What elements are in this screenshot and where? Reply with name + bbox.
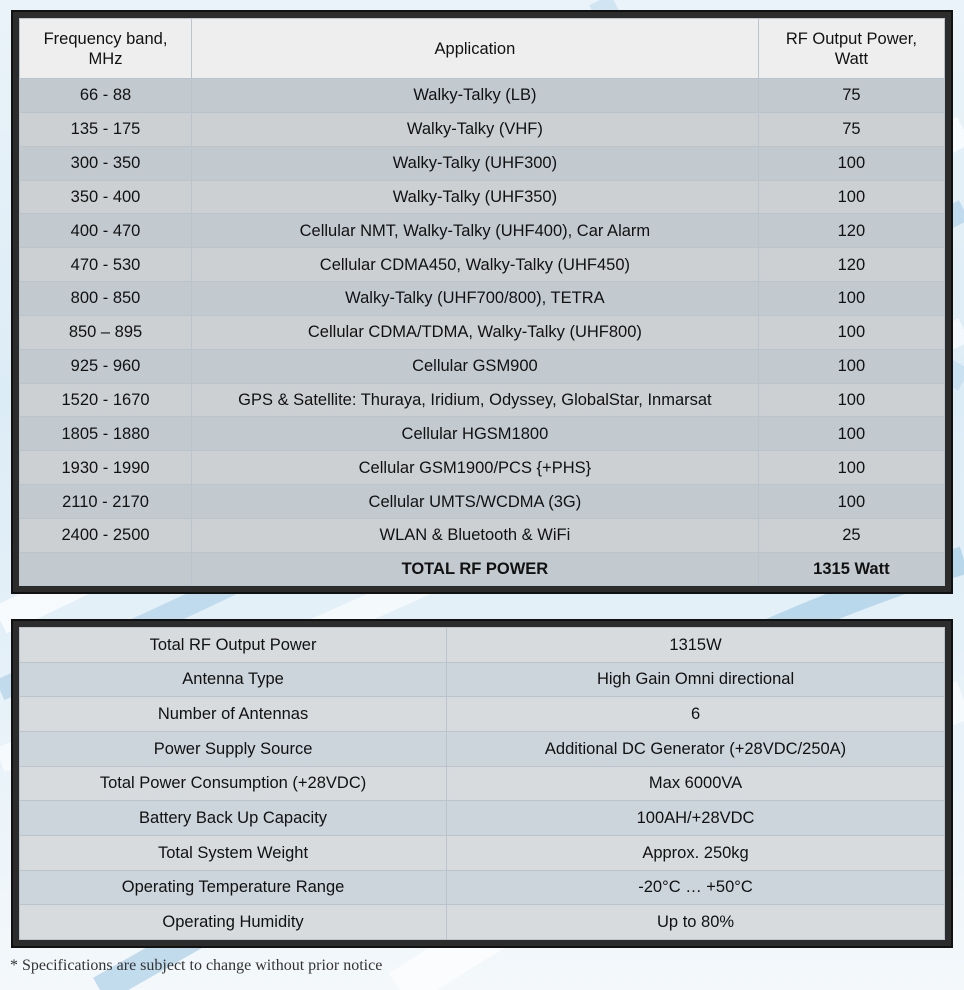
- header-frequency-band: [20, 19, 192, 79]
- cell-power: 100: [758, 383, 944, 417]
- cell-power: 25: [758, 518, 944, 552]
- cell-application: Walky-Talky (VHF): [192, 112, 759, 146]
- cell-application: Walky-Talky (UHF300): [192, 146, 759, 180]
- cell-power: 100: [758, 315, 944, 349]
- spec-label: Battery Back Up Capacity: [20, 801, 447, 836]
- header-line: RF Output Power,: [785, 29, 917, 48]
- header-line: MHz: [88, 49, 123, 68]
- spec-label: Total System Weight: [20, 835, 447, 870]
- table-row: [20, 146, 945, 180]
- total-empty-cell: [20, 553, 192, 586]
- cell-power: 120: [758, 214, 944, 248]
- spec-value: 100AH/+28VDC: [447, 801, 945, 836]
- cell-band: 300 - 350: [20, 146, 192, 180]
- total-label: TOTAL RF POWER: [192, 553, 759, 586]
- cell-band: 66 - 88: [20, 79, 192, 113]
- cell-band: 2110 - 2170: [20, 485, 192, 519]
- spec-table-panel: [13, 621, 951, 946]
- spec-row: [20, 870, 945, 905]
- table-row: [20, 417, 945, 451]
- table-row: [20, 349, 945, 383]
- cell-power: 100: [758, 282, 944, 316]
- spec-value: Up to 80%: [447, 905, 945, 940]
- cell-application: GPS & Satellite: Thuraya, Iridium, Odyssey, GlobalStar, Inmarsat: [192, 383, 759, 417]
- table-row: [20, 180, 945, 214]
- table-row: [20, 518, 945, 552]
- header-line: Frequency band,: [43, 29, 168, 48]
- table-header-row: [20, 19, 945, 79]
- spec-row: [20, 662, 945, 697]
- cell-band: 400 - 470: [20, 214, 192, 248]
- cell-application: Walky-Talky (LB): [192, 79, 759, 113]
- cell-band: 800 - 850: [20, 282, 192, 316]
- cell-band: 2400 - 2500: [20, 518, 192, 552]
- cell-application: Cellular GSM900: [192, 349, 759, 383]
- spec-label: Antenna Type: [20, 662, 447, 697]
- table-row: [20, 79, 945, 113]
- cell-application: Cellular NMT, Walky-Talky (UHF400), Car Alarm: [192, 214, 759, 248]
- spec-label: Operating Temperature Range: [20, 870, 447, 905]
- table-row: [20, 112, 945, 146]
- table-row: [20, 248, 945, 282]
- spec-label: Number of Antennas: [20, 697, 447, 732]
- spec-row: [20, 905, 945, 940]
- cell-power: 75: [758, 112, 944, 146]
- total-row: [20, 553, 945, 586]
- table-row: [20, 485, 945, 519]
- spec-value: Max 6000VA: [447, 766, 945, 801]
- spec-row: [20, 835, 945, 870]
- cell-application: Cellular HGSM1800: [192, 417, 759, 451]
- footnote: * Specifications are subject to change without prior notice: [10, 957, 383, 974]
- cell-application: Cellular CDMA/TDMA, Walky-Talky (UHF800): [192, 315, 759, 349]
- frequency-table: [19, 18, 945, 586]
- spec-value: Additional DC Generator (+28VDC/250A): [447, 731, 945, 766]
- cell-band: 925 - 960: [20, 349, 192, 383]
- table-row: [20, 315, 945, 349]
- spec-value: -20°C … +50°C: [447, 870, 945, 905]
- spec-value: High Gain Omni directional: [447, 662, 945, 697]
- spec-value: 6: [447, 697, 945, 732]
- cell-band: 1520 - 1670: [20, 383, 192, 417]
- cell-band: 1805 - 1880: [20, 417, 192, 451]
- spec-label: Total RF Output Power: [20, 628, 447, 663]
- cell-power: 100: [758, 146, 944, 180]
- spec-row: [20, 628, 945, 663]
- frequency-table-panel: [13, 12, 951, 592]
- header-rf-output-power: [758, 19, 944, 79]
- spec-value: Approx. 250kg: [447, 835, 945, 870]
- cell-power: 100: [758, 451, 944, 485]
- cell-power: 75: [758, 79, 944, 113]
- cell-band: 1930 - 1990: [20, 451, 192, 485]
- total-value: 1315 Watt: [758, 553, 944, 586]
- spec-row: [20, 801, 945, 836]
- cell-application: Cellular CDMA450, Walky-Talky (UHF450): [192, 248, 759, 282]
- cell-band: 470 - 530: [20, 248, 192, 282]
- spec-row: [20, 731, 945, 766]
- table-row: [20, 282, 945, 316]
- cell-band: 135 - 175: [20, 112, 192, 146]
- spec-table: [19, 627, 945, 940]
- cell-power: 100: [758, 180, 944, 214]
- cell-power: 120: [758, 248, 944, 282]
- cell-application: Walky-Talky (UHF350): [192, 180, 759, 214]
- cell-application: Cellular GSM1900/PCS {+PHS}: [192, 451, 759, 485]
- cell-power: 100: [758, 349, 944, 383]
- cell-application: WLAN & Bluetooth & WiFi: [192, 518, 759, 552]
- spec-row: [20, 697, 945, 732]
- cell-application: Cellular UMTS/WCDMA (3G): [192, 485, 759, 519]
- cell-band: 350 - 400: [20, 180, 192, 214]
- spec-row: [20, 766, 945, 801]
- table-row: [20, 214, 945, 248]
- cell-power: 100: [758, 485, 944, 519]
- cell-power: 100: [758, 417, 944, 451]
- cell-band: 850 – 895: [20, 315, 192, 349]
- header-application: Application: [192, 19, 759, 79]
- spec-value: 1315W: [447, 628, 945, 663]
- header-line: Watt: [834, 49, 869, 68]
- spec-label: Operating Humidity: [20, 905, 447, 940]
- spec-label: Power Supply Source: [20, 731, 447, 766]
- cell-application: Walky-Talky (UHF700/800), TETRA: [192, 282, 759, 316]
- spec-label: Total Power Consumption (+28VDC): [20, 766, 447, 801]
- table-row: [20, 383, 945, 417]
- table-row: [20, 451, 945, 485]
